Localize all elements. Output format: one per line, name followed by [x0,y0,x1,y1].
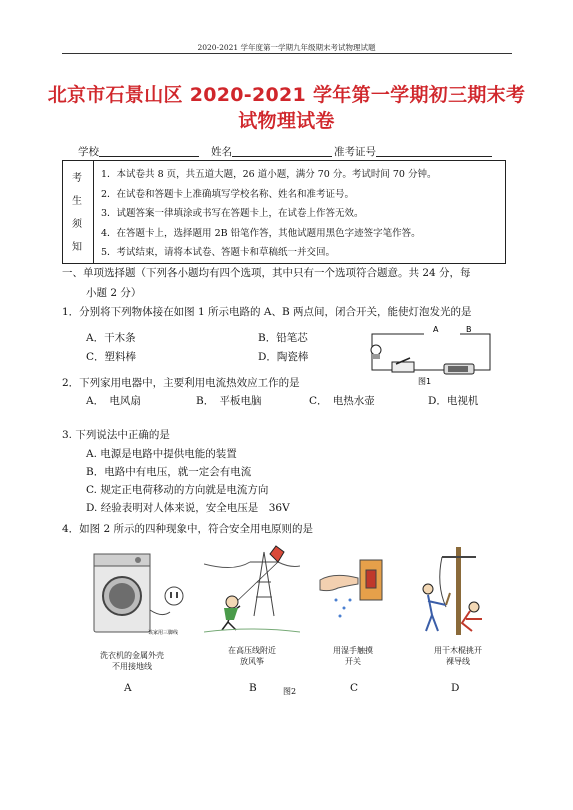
hand-icon [320,575,358,590]
exam-notice-box [62,160,506,264]
power-tower-icon [204,552,300,616]
panel-c-caption [312,645,394,667]
caption-line: 开关 [345,657,361,666]
figure2-panel-b [204,542,300,638]
notice-item: 3．试题答案一律填涂或书写在答题卡上，在试卷上作答无效。 [101,208,364,219]
section1-heading: 一、单项选择题（下列各小题均有四个选项，其中只有一个选项符合题意。共 24 分，每 [62,267,471,279]
notice-label-char: 生 [72,196,82,207]
q2-stem: 2．下列家用电器中，主要利用电流热效应工作的是 [62,377,300,389]
victim-icon [462,602,482,631]
switch-plate-icon [360,560,382,600]
caption-line: 用干木棍挑开 [434,646,482,655]
notice-label [63,161,94,263]
kite-icon [234,546,284,604]
q1-option-c[interactable]: C．塑料棒 [86,351,137,363]
paper-title-line1: 北京市石景山区 2020-2021 学年第一学期初三期末考 [47,84,526,106]
notice-item: 5．考试结束，请将本试卷、答题卡和草稿纸一并交回。 [101,247,336,258]
q1-option-a[interactable]: A．干木条 [86,332,136,344]
switch-icon [392,358,414,372]
q1-option-b[interactable]: B．铅笔芯 [258,332,308,344]
caption-line: 不用接地线 [112,662,152,671]
exam-no-label: 准考证号 [334,146,376,158]
q2-option-a[interactable]: A． 电风扇 [86,395,141,407]
school-field[interactable] [78,144,99,159]
q4-option-b[interactable]: B [249,682,257,694]
paper-title-line2: 试物理试卷 [238,110,335,132]
q3-option-c[interactable]: C. 规定正电荷移动的方向就是电流方向 [86,484,269,496]
q3-option-a[interactable]: A. 电源是电路中提供电能的装置 [86,448,237,460]
figure2-panel-c [316,548,388,638]
school-label: 学校 [78,146,99,158]
q4-stem: 4．如图 2 所示的四种现象中，符合安全用电原则的是 [62,523,314,535]
running-header: 2020-2021 学年度第一学期九年级期末考试物理试题 [197,43,376,52]
notice-label-char: 知 [72,242,82,253]
label-a: A [433,325,439,334]
q4-option-c[interactable]: C [350,682,359,694]
rescuer-icon [423,584,450,631]
q3-option-b[interactable]: B．电路中有电压，就一定会有电流 [86,466,252,478]
name-label: 姓名 [211,146,232,158]
label-b: B [466,325,472,334]
child-icon [222,596,240,630]
name-field[interactable] [211,144,232,159]
header-divider [62,53,512,54]
utility-pole-icon [440,547,476,635]
candidate-info [78,144,508,160]
figure1-caption: 图1 [418,377,432,386]
water-drops-icon [335,599,352,618]
q2-option-b[interactable]: B． 平板电脑 [196,395,262,407]
plug-icon [150,587,183,615]
panel-b-caption [206,645,298,667]
battery-icon [444,364,474,374]
figure2-panel-d [416,545,500,638]
q2-option-d[interactable]: D．电视机 [428,395,479,407]
notice-item: 4．在答题卡上，选择题用 2B 铅笔作答，其他试题用黑色字迹签字笔作答。 [101,227,421,239]
q4-option-d[interactable]: D [451,682,460,694]
q4-option-a[interactable]: A [124,682,132,694]
figure2-caption: 图2 [283,687,297,696]
figure1-circuit [366,322,506,388]
notice-item: 2．在试卷和答题卡上准确填写学校名称、姓名和准考证号。 [101,188,355,200]
caption-line: 用湿手触摸 [333,646,373,655]
section1-heading-cont: 小题 2 分） [86,287,142,299]
lightbulb-icon [371,345,381,359]
panel-a-caption [84,650,180,672]
caption-line: 在高压线附近 [228,646,276,655]
notice-label-char: 考 [72,173,82,184]
q3-stem: 3. 下列说法中正确的是 [62,429,170,441]
plug-label: 该家用三脚线 [148,630,179,636]
figure2-panel-a [90,548,190,638]
caption-line: 放风筝 [240,657,264,666]
washing-machine-icon [94,554,150,632]
q2-option-c[interactable]: C． 电热水壶 [309,395,375,407]
caption-line: 洗衣机的金属外壳 [100,651,164,660]
caption-line: 裸导线 [446,657,470,666]
exam-no-field[interactable] [334,144,376,159]
notice-item: 1．本试卷共 8 页，共五道大题，26 道小题，满分 70 分。考试时间 70 分钟。 [101,169,437,180]
q3-option-d[interactable]: D. 经验表明对人体来说，安全电压是 36V [86,502,290,514]
notice-label-char: 须 [72,219,82,230]
q1-stem: 1．分别将下列物体接在如图 1 所示电路的 A、B 两点间，闭合开关，能使灯泡发光的是 [62,306,472,318]
panel-d-caption [414,645,502,667]
q1-option-d[interactable]: D．陶瓷棒 [258,351,309,363]
